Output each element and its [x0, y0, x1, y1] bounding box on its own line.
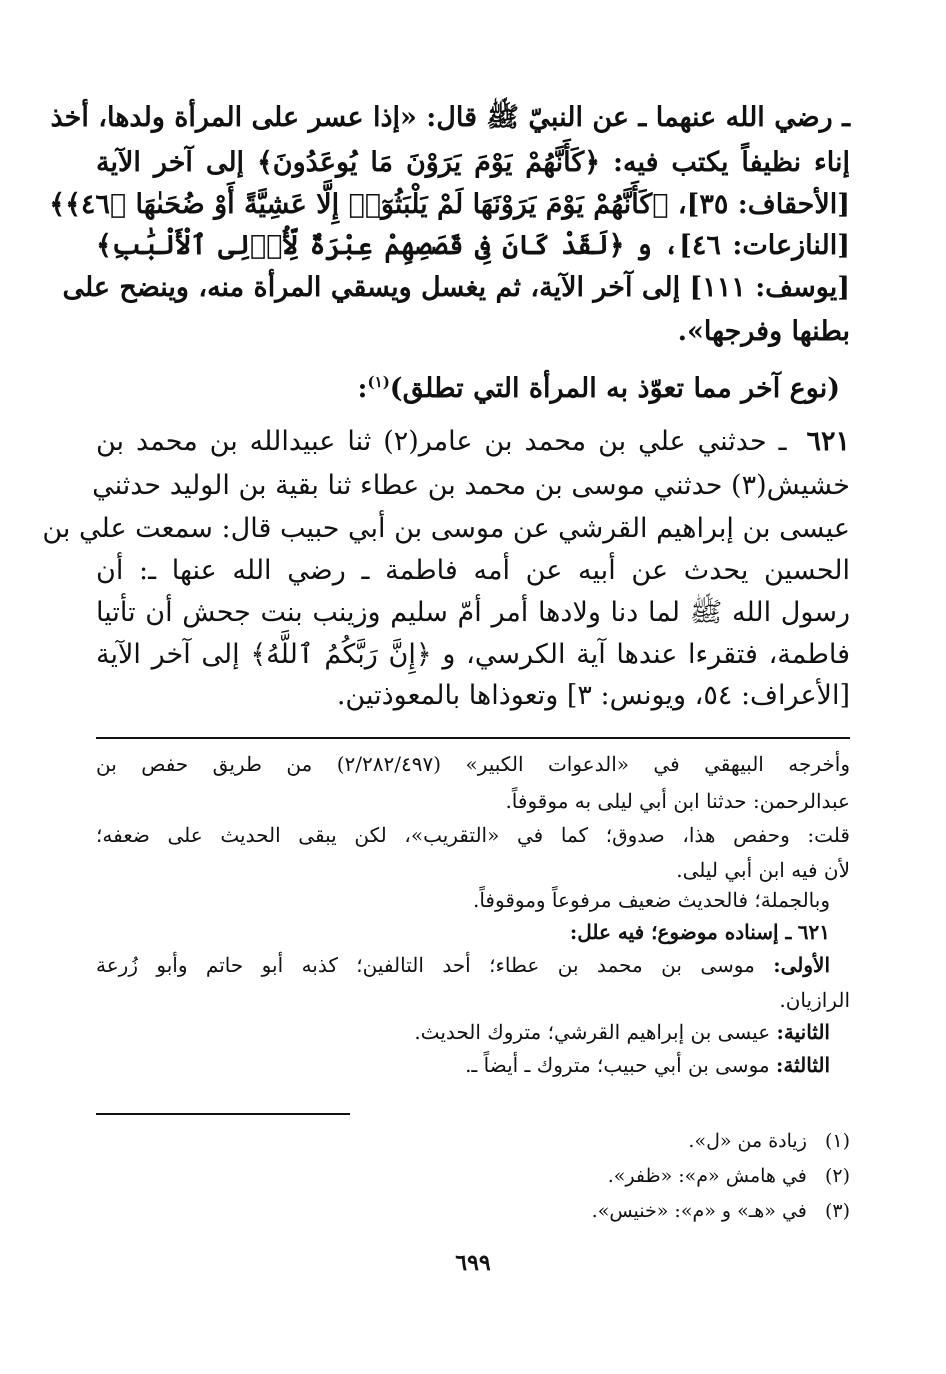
- commentary-item-number: ٦٢١: [797, 920, 830, 944]
- defect-second-text: عيسى بن إبراهيم القرشي؛ متروك الحديث.: [414, 1020, 771, 1044]
- heading-text: (نوع آخر مما تعوّذ به المرأة التي تطلق): [389, 373, 840, 404]
- hadith-line-7: [الأعراف: ٥٤، ويونس: ٣] وتعوذاها بالمعوذتين.: [336, 680, 850, 711]
- defect-third-text: موسى بن أبي حبيب؛ متروك ـ أيضاً ـ.: [465, 1053, 770, 1077]
- defect-first-label: الأولى:: [773, 953, 831, 977]
- commentary-line-2: عبدالرحمن: حدثنا ابن أبي ليلى به موقوفاً.: [505, 789, 850, 813]
- defect-first-text: موسى بن محمد بن عطاء؛ أحد التالفين؛ كذبه أبو حاتم وأبو زُرعة: [96, 953, 755, 977]
- hadith-number: ٦٢١: [806, 426, 850, 457]
- footnote-2: [96, 1165, 850, 1187]
- hadith-line-6: فاطمة، فتقرءا عندها آية الكرسي، و ﴿إِنَّ رَبَّكُمُ ٱللَّهُ﴾ إلى آخر الآية: [96, 639, 850, 670]
- footnote-2-text: في هامش «م»: «ظفر».: [607, 1165, 807, 1187]
- page-number: ٦٩٩: [455, 1250, 491, 1276]
- hadith-line-4: الحسين يحدث عن أبيه عن أمه فاطمة ـ رضي الله عنها ـ: أن: [96, 555, 850, 586]
- footnote-2-num: (٢): [824, 1165, 850, 1187]
- commentary-line-5: وبالجملة؛ فالحديث ضعيف مرفوعاً وموقوفاً.: [472, 888, 830, 912]
- hadith-line-5: رسول الله ﷺ لما دنا ولادها أمر أمّ سليم وزينب بنت جحش أن تأتيا: [96, 597, 850, 628]
- main-line-2: إناء نظيفاً يكتب فيه: ﴿كَأَنَّهُمْ يَوْمَ يَرَوْنَ مَا يُوعَدُونَ﴾ إلى آخر الآية: [96, 147, 850, 178]
- commentary-line-1: وأخرجه البيهقي في «الدعوات الكبير» (٢/٢٨٢/٤٩٧) من طريق حفص بن: [96, 752, 850, 776]
- main-line-4: [النازعات: ٤٦]، و ﴿لَقَدْ كَانَ فِى قَصَصِهِمْ عِبْرَةٌ لِّأُو۟لِى ٱلْأَلْبَٰبِ﴾: [96, 230, 850, 261]
- commentary-line-3: قلت: وحفص هذا، صدوق؛ كما في «التقريب»، لكن يبقى الحديث على ضعفه؛: [96, 823, 850, 847]
- main-line-3: [الأحقاف: ٣٥]، ﴿كَأَنَّهُمْ يَوْمَ يَرَوْنَهَا لَمْ يَلْبَثُوٓا۟ إِلَّا عَشِيَّةً أَوْ ضُحَىٰهَا ﴿٤٦﴾﴾: [49, 189, 850, 220]
- footnote-1-num: (١): [824, 1130, 850, 1152]
- defect-first-cont: الرازيان.: [779, 988, 850, 1012]
- footnotes: [42, 0, 850, 1240]
- footnote-1: [96, 1130, 850, 1152]
- footnote-3-num: (٣): [824, 1200, 850, 1222]
- footnote-3: [96, 1200, 850, 1222]
- hadith-line-2: خشيش(٣) حدثني موسى بن محمد بن عطاء ثنا بقية بن الوليد حدثني: [92, 470, 850, 501]
- heading-colon: :: [357, 373, 368, 404]
- defect-third-label: الثالثة:: [775, 1053, 830, 1077]
- commentary-item-text: ـ إسناده موضوع؛ فيه علل:: [569, 920, 792, 944]
- hadith-line-1-text: ـ حدثني علي بن محمد بن عامر(٢) ثنا عبيدالله بن محمد بن: [96, 426, 787, 457]
- main-line-1: ـ رضي الله عنهما ـ عن النبيّ ﷺ قال: «إذا عسر على المرأة ولدها، أخذ: [50, 102, 850, 133]
- footnote-3-text: في «هـ» و «م»: «خنيس».: [591, 1200, 807, 1222]
- footnote-1-text: زيادة من «ل».: [688, 1130, 807, 1152]
- heading-footnote-ref: (١): [367, 373, 390, 391]
- commentary-line-4: لأن فيه ابن أبي ليلى.: [676, 858, 850, 882]
- main-line-6: بطنها وفرجها».: [677, 316, 850, 347]
- main-line-5: [يوسف: ١١١] إلى آخر الآية، ثم يغسل ويسقي المرأة منه، وينضح على: [62, 272, 850, 303]
- hadith-line-3: عيسى بن إبراهيم القرشي عن موسى بن أبي حبيب قال: سمعت علي بن: [42, 513, 850, 544]
- defect-second-label: الثانية:: [776, 1020, 830, 1044]
